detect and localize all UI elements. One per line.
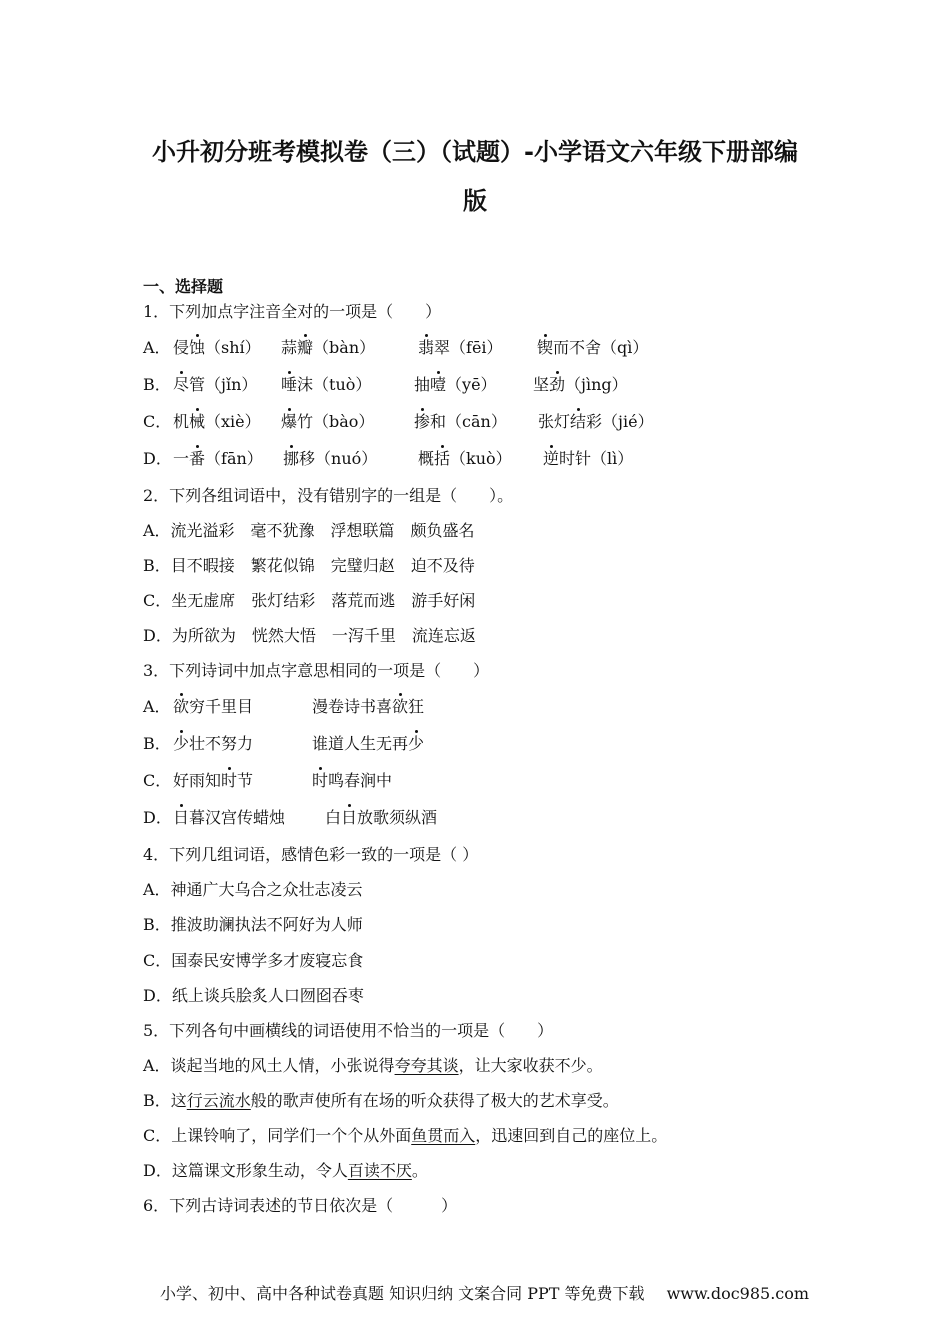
q1-a-item1: 侵蚀（shí） — [173, 338, 261, 357]
q1-d-item1: 一番（fān） — [173, 449, 263, 468]
q1-a-item2: 蒜瓣（bàn） — [281, 338, 376, 357]
emphasis-dot-char: 尽 — [173, 375, 190, 394]
q1-a-item3: 翡翠（fēi） — [418, 338, 503, 357]
underlined-phrase: 行云流水 — [186, 1091, 251, 1110]
q1-b-item4: 坚劲（jìng） — [533, 375, 628, 394]
option-label: C． — [143, 412, 172, 431]
option-label: A． — [143, 338, 171, 357]
q5-option-a: A．谈起当地的风土人情，小张说得夸夸其谈，让大家收获不少。 — [143, 1056, 603, 1075]
emphasis-dot-char: 日 — [341, 808, 358, 827]
q3-c-right: 时鸣春涧中 — [312, 771, 393, 790]
emphasis-dot-char: 日 — [173, 808, 190, 827]
q1-a-item4: 锲而不舍（qì） — [537, 338, 649, 357]
emphasis-dot-char: 欲 — [392, 697, 409, 716]
emphasis-dot-char: 唾 — [281, 375, 298, 394]
q1-stem: 1．下列加点字注音全对的一项是（ ） — [143, 302, 442, 321]
q4-option-c: C．国泰民安博学多才废寝忘食 — [143, 951, 364, 970]
q4-stem: 4．下列几组词语，感情色彩一致的一项是（ ） — [143, 845, 479, 864]
emphasis-dot-char: 番 — [189, 449, 206, 468]
q3-d-left: 日暮汉宫传蜡烛 — [173, 808, 286, 827]
q5-option-b: B．这行云流水般的歌声使所有在场的听众获得了极大的艺术享受。 — [143, 1091, 619, 1110]
q2-option-b: B．目不暇接 繁花似锦 完璧归赵 迫不及待 — [143, 556, 475, 575]
doc-title-line1: 小升初分班考模拟卷（三）（试题）-小学语文六年级下册部编 — [152, 138, 798, 166]
emphasis-dot-char: 翡 — [418, 338, 435, 357]
q1-c-item2: 爆竹（bào） — [281, 412, 375, 431]
q5-stem: 5．下列各句中画横线的词语使用不恰当的一项是（ ） — [143, 1021, 554, 1040]
emphasis-dot-char: 括 — [434, 449, 451, 468]
footer-text: 小学、初中、高中各种试卷真题 知识归纳 文案合同 PPT 等免费下载 — [160, 1284, 645, 1303]
q3-a-left: 欲穷千里目 — [173, 697, 254, 716]
emphasis-dot-char: 欲 — [173, 697, 190, 716]
underlined-phrase: 夸夸其谈 — [394, 1056, 459, 1075]
q3-b-left: 少壮不努力 — [173, 734, 254, 753]
q2-stem: 2．下列各组词语中，没有错别字的一组是（ ）。 — [143, 486, 514, 505]
q1-c-item4: 张灯结彩（jié） — [538, 412, 654, 431]
emphasis-dot-char: 逆 — [543, 449, 560, 468]
option-label: D． — [143, 449, 172, 468]
q3-c-left: 好雨知时节 — [173, 771, 254, 790]
option-label: D． — [143, 808, 172, 827]
emphasis-dot-char: 械 — [189, 412, 206, 431]
emphasis-dot-char: 少 — [408, 734, 425, 753]
q2-option-d: D．为所欲为 恍然大悟 一泻千里 流连忘返 — [143, 626, 476, 645]
option-label: C． — [143, 771, 172, 790]
q3-b-right: 谁道人生无再少 — [312, 734, 425, 753]
q5-option-c: C．上课铃响了，同学们一个个从外面鱼贯而入，迅速回到自己的座位上。 — [143, 1126, 668, 1145]
q1-c-item3: 掺和（cān） — [414, 412, 507, 431]
emphasis-dot-char: 噎 — [430, 375, 447, 394]
emphasis-dot-char: 蚀 — [189, 338, 206, 357]
q5-option-d: D．这篇课文形象生动，令人百读不厌。 — [143, 1161, 428, 1180]
emphasis-dot-char: 结 — [570, 412, 587, 431]
emphasis-dot-char: 爆 — [281, 412, 298, 431]
emphasis-dot-char: 时 — [221, 771, 238, 790]
emphasis-dot-char: 锲 — [537, 338, 554, 357]
q1-b-item3: 抽噎（yē） — [414, 375, 497, 394]
emphasis-dot-char: 掺 — [414, 412, 431, 431]
underlined-phrase: 鱼贯而入 — [411, 1126, 476, 1145]
option-label: B． — [143, 734, 171, 753]
emphasis-dot-char: 少 — [173, 734, 190, 753]
page-footer — [160, 1284, 809, 1304]
section-heading: 一、选择题 — [143, 277, 224, 296]
q3-d-right: 白日放歌须纵酒 — [325, 808, 438, 827]
q1-b-item1: 尽管（jǐn） — [173, 375, 258, 394]
option-label: B． — [143, 375, 171, 394]
q3-stem: 3．下列诗词中加点字意思相同的一项是（ ） — [143, 661, 490, 680]
doc-title-line2: 版 — [463, 187, 487, 215]
option-label: A． — [143, 697, 171, 716]
q1-d-item3: 概括（kuò） — [418, 449, 512, 468]
q1-c-item1: 机械（xiè） — [173, 412, 261, 431]
q2-option-a: A．流光溢彩 毫不犹豫 浮想联篇 颇负盛名 — [143, 521, 475, 540]
q4-option-b: B．推波助澜执法不阿好为人师 — [143, 915, 363, 934]
emphasis-dot-char: 劲 — [549, 375, 566, 394]
q4-option-d: D．纸上谈兵脍炙人口囫囵吞枣 — [143, 986, 364, 1005]
q2-option-c: C．坐无虚席 张灯结彩 落荒而逃 游手好闲 — [143, 591, 476, 610]
emphasis-dot-char: 挪 — [283, 449, 300, 468]
q4-option-a: A．神通广大乌合之众壮志凌云 — [143, 880, 363, 899]
q1-b-item2: 唾沫（tuò） — [281, 375, 372, 394]
q1-d-item4: 逆时针（lì） — [543, 449, 634, 468]
q3-a-right: 漫卷诗书喜欲狂 — [312, 697, 425, 716]
emphasis-dot-char: 瓣 — [297, 338, 314, 357]
footer-url[interactable]: www.doc985.com — [666, 1284, 810, 1303]
emphasis-dot-char: 时 — [312, 771, 329, 790]
q1-d-item2: 挪移（nuó） — [283, 449, 378, 468]
underlined-phrase: 百读不厌 — [347, 1161, 412, 1180]
q6-stem: 6．下列古诗词表述的节日依次是（ ） — [143, 1196, 458, 1215]
